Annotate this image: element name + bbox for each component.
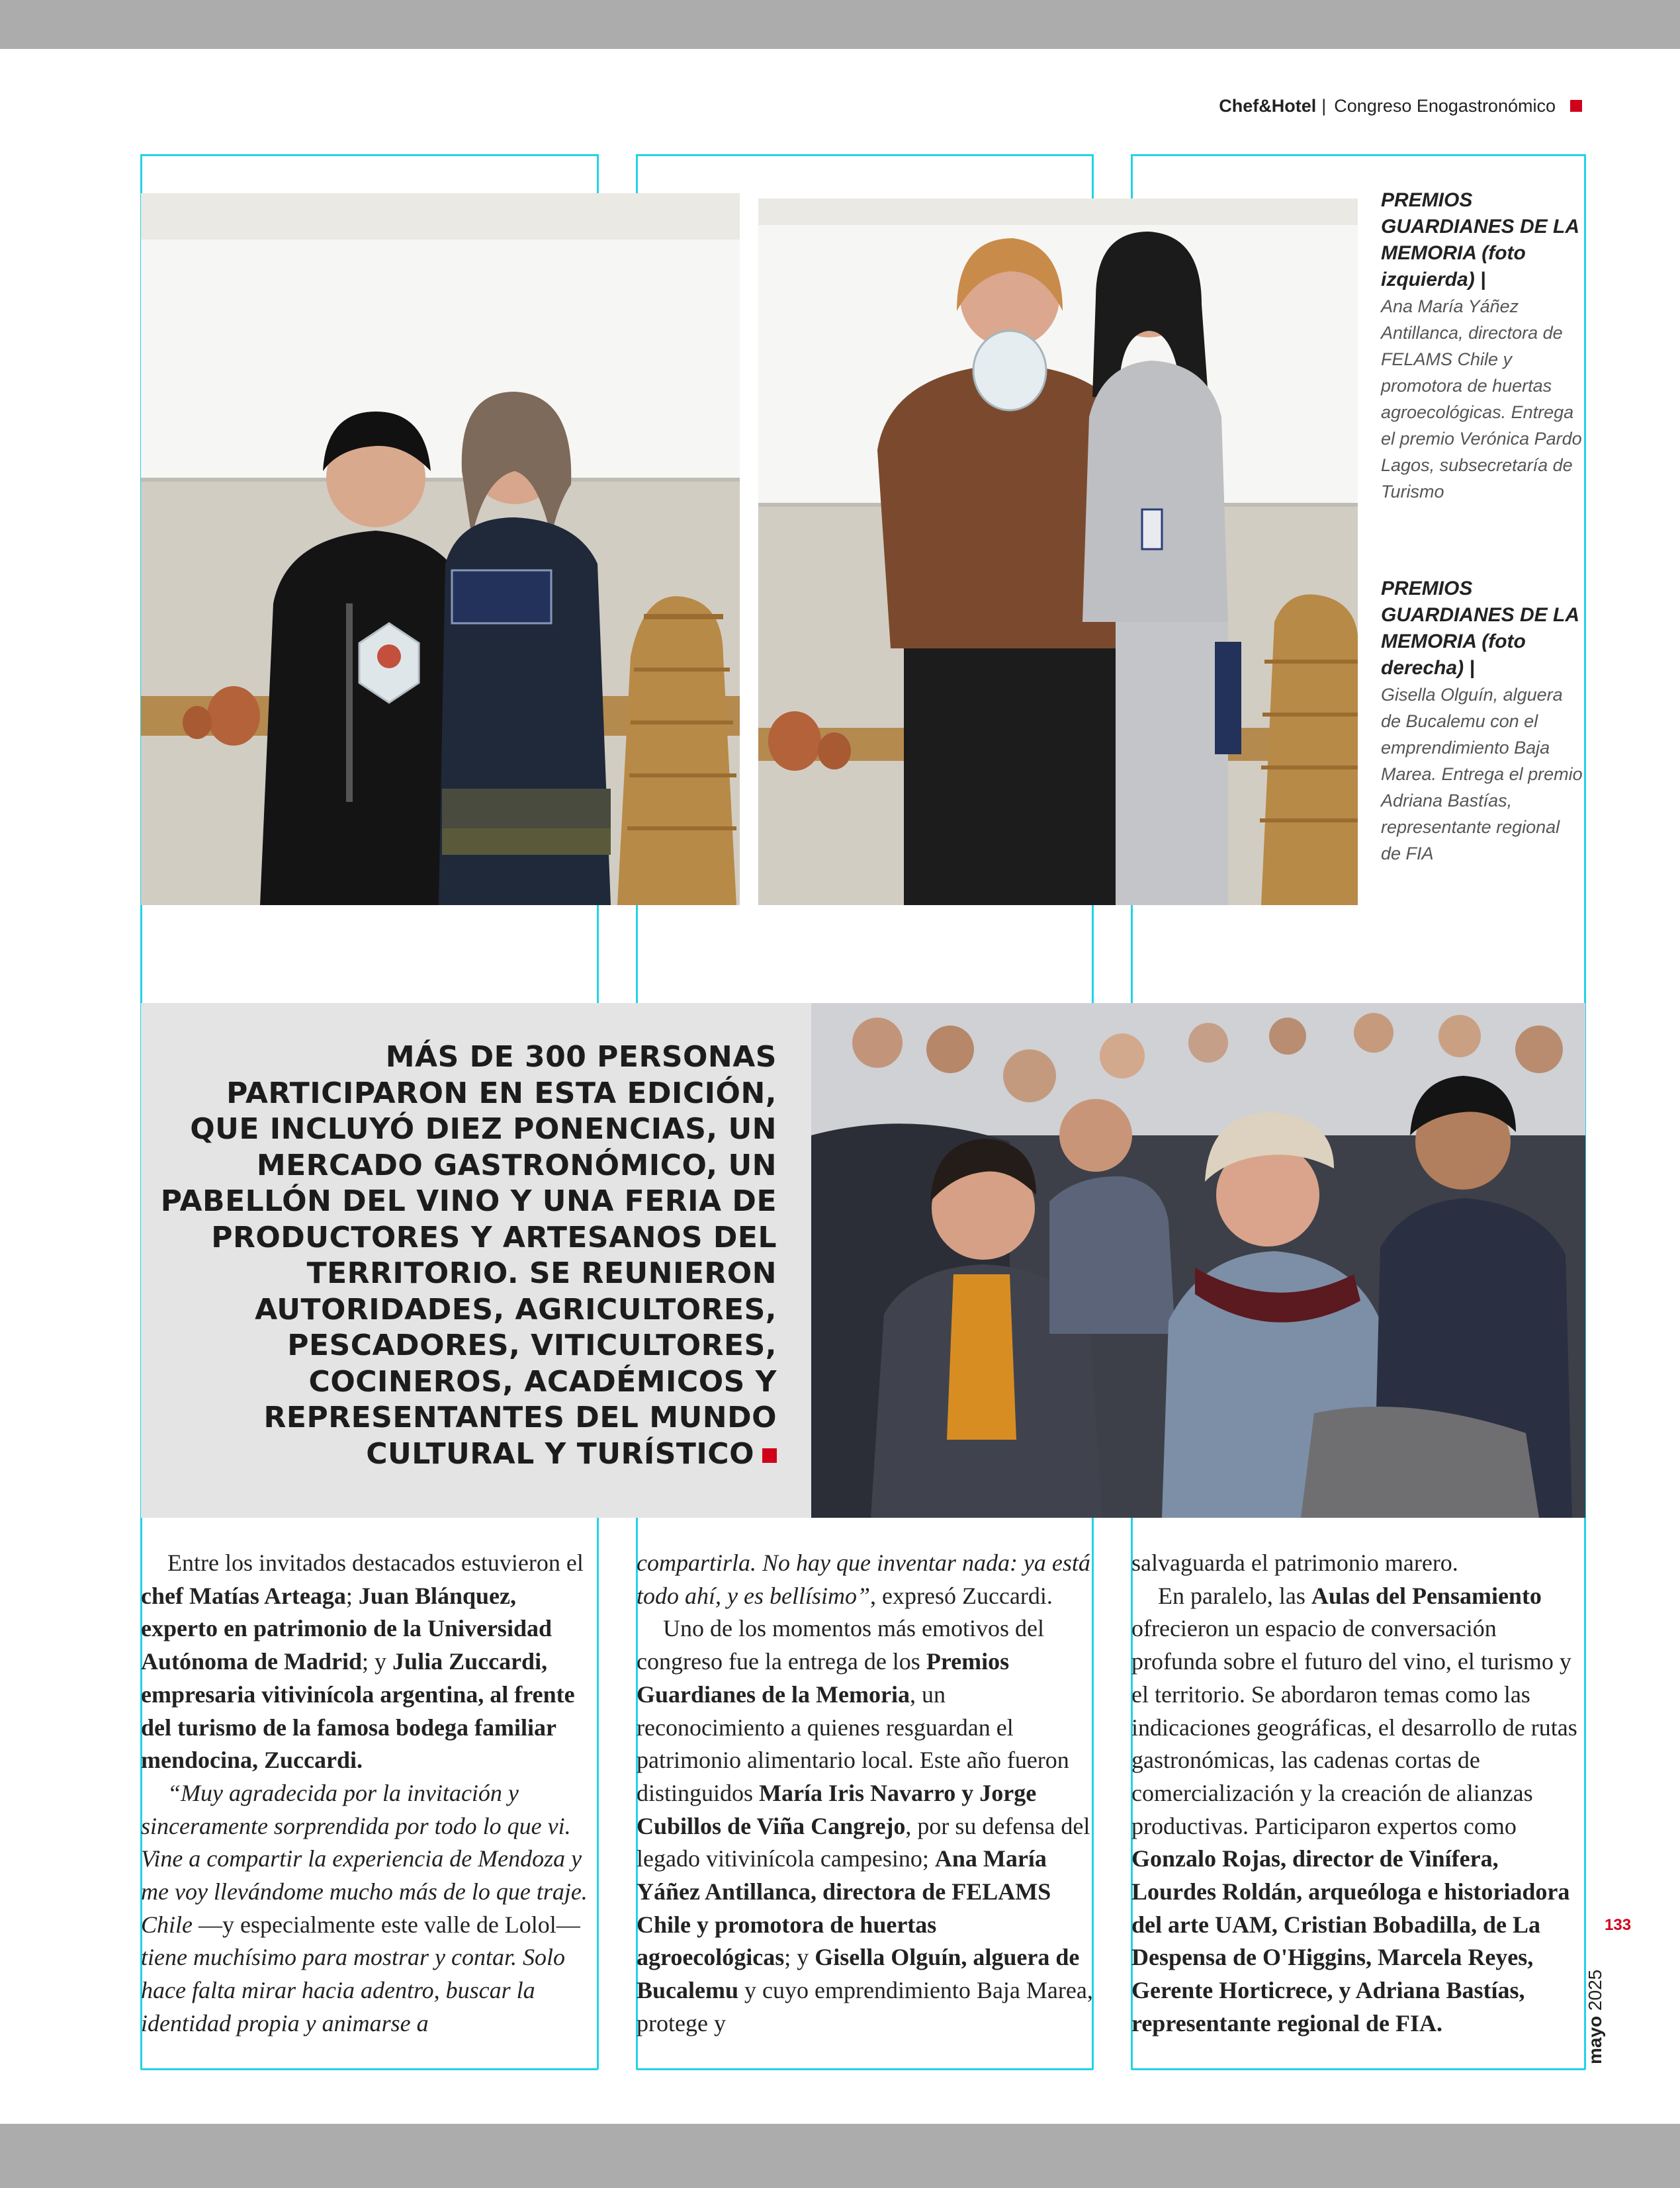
issue-year: 2025 [1585, 1969, 1605, 2011]
col3-paragraph-1: salvaguarda el patrimonio marero. [1131, 1550, 1458, 1576]
bold-run: María Iris Navarro y Jorge Cubillos de Viña Cangrejo [637, 1779, 1037, 1839]
bold-run: Ana María Yáñez Antillanca, directora de FELAMS Chile y promotora de huertas agroecológicas [637, 1845, 1051, 1971]
col2-paragraph-2 [637, 1612, 1093, 2040]
bold-run: Juan Blánquez, experto en patrimonio de la Universidad Autónoma de Madrid [141, 1582, 552, 1675]
text-run: ofrecieron un espacio de conversación profunda sobre el futuro del vino, el turismo y el territorio. Se abordaron temas como las indicaciones geográficas, el desarrollo de rutas gastronómicas, las cadenas cortas de comercialización y la creación de alianzas productivas. Participaron expertos como [1131, 1615, 1577, 1839]
guide-line [637, 2068, 1093, 2070]
text-run: Entre los invitados destacados estuvieron el [167, 1550, 584, 1576]
red-square-icon [1570, 100, 1582, 112]
italic-run: tiene muchísimo para mostrar y contar. Solo hace falta mirar hacia adentro, buscar la identidad propia y animarse a [141, 1944, 565, 2036]
text-run: ; [345, 1582, 359, 1609]
page-number: 133 [1605, 1916, 1632, 1934]
text-run: , por su defensa del legado vitivinícola campesino; [637, 1812, 1090, 1872]
body-column-2 [637, 1547, 1093, 2040]
bold-run: chef Matías Arteaga [141, 1582, 346, 1609]
header-separator: | [1321, 95, 1327, 116]
audience-photo [811, 1003, 1585, 1518]
text-run: —y especialmente este valle de Lolol— [199, 1911, 580, 1938]
award-photo-left [141, 193, 740, 905]
col1-paragraph-1 [141, 1547, 597, 1777]
photo-caption-right [1381, 576, 1583, 867]
photo-caption-left [1381, 187, 1583, 505]
running-header [1219, 93, 1582, 119]
caption-left-body: Ana María Yáñez Antillanca, directora de FELAMS Chile y promotora de huertas agroecológicas. Entrega el premio Verónica Pardo Lagos, subsecretaría de Turismo [1381, 296, 1582, 502]
bold-run: Julia Zuccardi, empresaria vitivinícola argentina, al frente del turismo de la famosa bodega familiar mendocina, Zuccardi. [141, 1648, 575, 1774]
award-photo-right [758, 198, 1358, 905]
body-column-1 [141, 1547, 597, 2040]
section-title: Congreso Enogastronómico [1334, 95, 1556, 116]
caption-right-body: Gisella Olguín, alguera de Bucalemu con el emprendimiento Baja Marea. Entrega el premio Adriana Bastías, representante regional de FIA [1381, 685, 1583, 863]
bold-run: Gonzalo Rojas, director de Vinífera, Lourdes Roldán, arqueóloga e historiadora del arte UAM, Cristian Bobadilla, de La Despensa de O'Higgins, Marcela Reyes, Gerente Horticrece, y Adriana Bastías, representante regional de FIA. [1131, 1845, 1570, 2036]
caption-left-title: PREMIOS GUARDIANES DE LA MEMORIA (foto izquierda) | [1381, 189, 1579, 290]
col1-paragraph-2 [141, 1777, 597, 2040]
guide-line [1131, 2068, 1585, 2070]
guide-line [637, 154, 1093, 156]
guide-line [141, 2068, 597, 2070]
text-run: ; y [784, 1944, 815, 1971]
text-run: , un reconocimiento a quienes resguardan el patrimonio alimentario local. Este año fueron distinguidos [637, 1681, 1069, 1806]
text-run: ; y [362, 1648, 393, 1675]
issue-date [1585, 1965, 1609, 2064]
pull-quote [155, 1039, 777, 1472]
bold-run: Premios Guardianes de la Memoria [637, 1648, 1010, 1708]
text-run: En paralelo, las [1158, 1582, 1311, 1609]
magazine-brand: Chef&Hotel [1219, 95, 1317, 116]
italic-run: compartirla. No hay que inventar nada: ya está todo ahí, y es bellísimo” [637, 1550, 1090, 1609]
top-gray-band [0, 0, 1680, 49]
italic-run: “Muy agradecida por la invitación y sinceramente sorprendida por todo lo que vi. Vine a compartir la experiencia de Mendoza y me voy llevándome mucho más de lo que traje. Chile [141, 1779, 588, 1938]
col3-paragraph-2 [1131, 1580, 1588, 2040]
text-run: y cuyo emprendimiento Baja Marea, protege y [637, 1977, 1093, 2036]
guide-line [141, 154, 597, 156]
bold-run: Aulas del Pensamiento [1311, 1582, 1542, 1609]
guide-line [1131, 154, 1585, 156]
caption-right-title: PREMIOS GUARDIANES DE LA MEMORIA (foto derecha) | [1381, 578, 1579, 679]
pull-quote-box [141, 1003, 811, 1518]
pull-quote-text: MÁS DE 300 PERSONAS PARTICIPARON EN ESTA EDICIÓN, QUE INCLUYÓ DIEZ PONENCIAS, UN MERCADO GASTRONÓMICO, UN PABELLÓN DEL VINO Y UNA FERIA DE PRODUCTORES Y ARTESANOS DEL TERRITORIO. SE REUNIERON AUTORIDADES, AGRICULTORES, PESCADORES, VITICULTORES, COCINEROS, ACADÉMICOS Y REPRESENTANTES DEL MUNDO CULTURAL Y TURÍSTICO [160, 1040, 777, 1471]
bottom-gray-band [0, 2124, 1680, 2188]
text-run: , expresó Zuccardi. [870, 1582, 1053, 1609]
text-run: Uno de los momentos más emotivos del congreso fue la entrega de los [637, 1615, 1044, 1675]
col2-paragraph-1 [637, 1547, 1093, 1612]
issue-month: mayo [1585, 2015, 1605, 2064]
bold-run: Gisella Olguín, alguera de Bucalemu [637, 1944, 1080, 2004]
end-mark-icon [762, 1448, 777, 1463]
body-column-3 [1131, 1547, 1588, 2040]
